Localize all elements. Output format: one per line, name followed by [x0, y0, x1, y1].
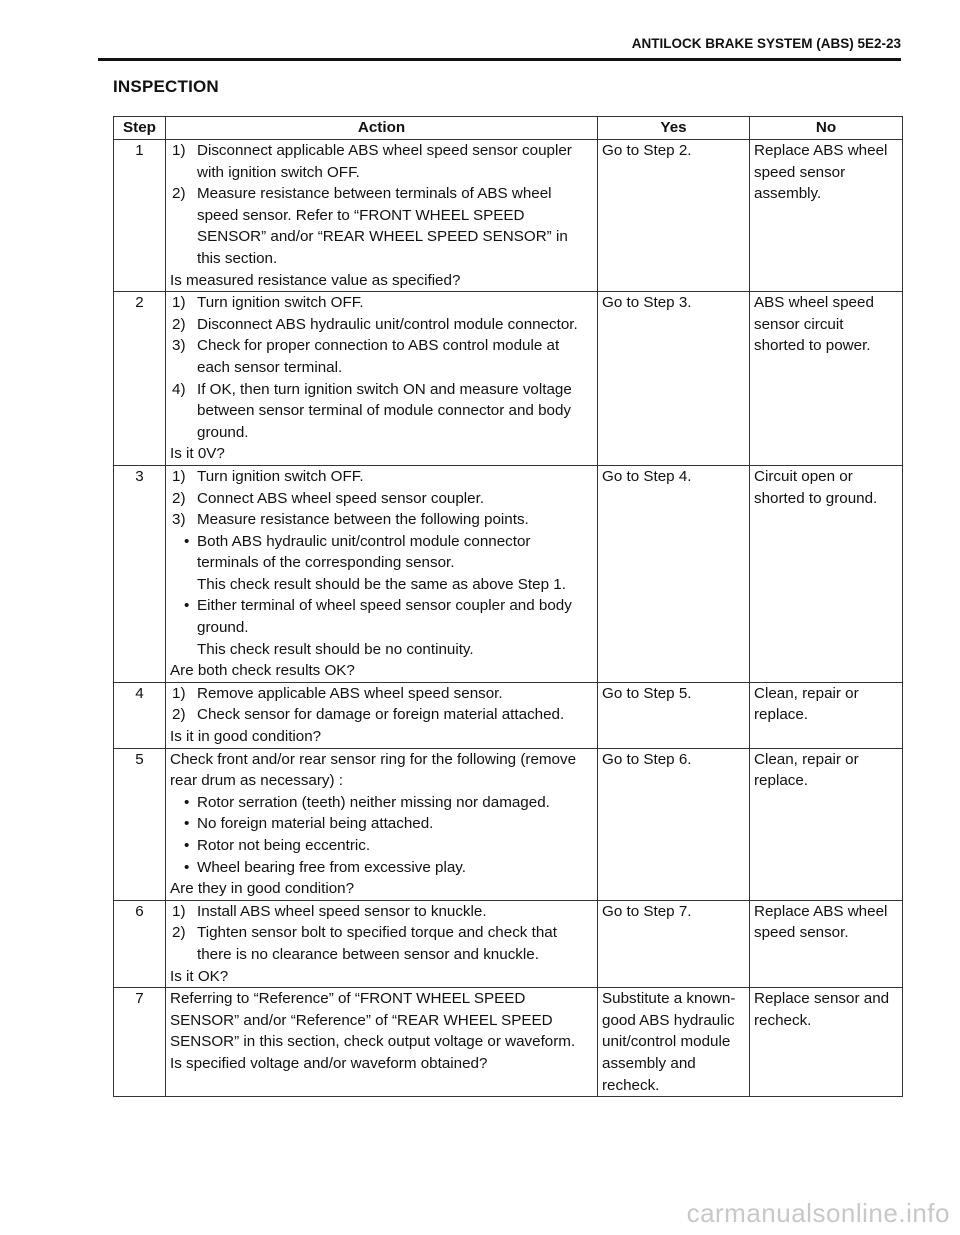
action-item	[170, 183, 593, 269]
action-question: Is specified voltage and/or waveform obtained?	[170, 1054, 488, 1072]
bullet-item	[170, 813, 593, 835]
no-cell: Replace sensor and recheck.	[750, 988, 903, 1097]
item-text: Measure resistance between the following points.	[197, 511, 529, 529]
item-text: Check for proper connection to ABS control module at each sensor terminal.	[197, 337, 560, 376]
action-cell	[166, 465, 598, 682]
no-cell: ABS wheel speed sensor circuit shorted to power.	[750, 292, 903, 466]
action-cell	[166, 748, 598, 900]
item-number: 1)	[172, 684, 186, 702]
action-item	[170, 379, 593, 444]
bullet-item	[170, 857, 593, 879]
bullet-text: Wheel bearing free from excessive play.	[197, 858, 466, 876]
yes-cell: Go to Step 4.	[598, 465, 750, 682]
item-text: Connect ABS wheel speed sensor coupler.	[197, 489, 485, 507]
action-item	[170, 704, 593, 726]
header-step: Step	[114, 117, 166, 140]
bullet-text: Either terminal of wheel speed sensor coupler and body ground.	[197, 597, 572, 637]
action-intro: Check front and/or rear sensor ring for the following (remove rear drum as necessary) :	[170, 750, 577, 790]
action-question: Are both check results OK?	[170, 662, 355, 680]
action-item	[170, 335, 593, 378]
item-text: Measure resistance between terminals of ABS wheel speed sensor. Refer to “FRONT WHEEL SPEED SENSOR” and/or “REAR WHEEL SPEED SENSOR” in this section.	[197, 185, 568, 267]
no-cell: Clean, repair or replace.	[750, 682, 903, 748]
yes-cell: Substitute a known-good ABS hydraulic unit/control module assembly and recheck.	[598, 988, 750, 1097]
bullet-icon: •	[184, 837, 190, 854]
action-cell	[166, 140, 598, 292]
action-cell	[166, 292, 598, 466]
item-number: 1)	[172, 902, 186, 920]
item-number: 1)	[172, 467, 186, 485]
table-row	[114, 748, 903, 900]
table-row	[114, 988, 903, 1097]
bullet-item	[170, 531, 593, 574]
item-number: 2)	[172, 185, 186, 203]
item-text: If OK, then turn ignition switch ON and measure voltage between sensor terminal of module connector and body ground.	[197, 380, 572, 441]
action-question: Is it 0V?	[170, 445, 225, 463]
action-item	[170, 466, 593, 488]
bullet-text: No foreign material being attached.	[197, 815, 434, 833]
item-number: 2)	[172, 924, 186, 942]
action-item	[170, 314, 593, 336]
step-number: 2	[114, 292, 166, 466]
header-no: No	[750, 117, 903, 140]
yes-cell: Go to Step 6.	[598, 748, 750, 900]
action-question: Is measured resistance value as specified?	[170, 271, 461, 289]
action-item	[170, 509, 593, 531]
header-title: ANTILOCK BRAKE SYSTEM (ABS) 5E2-23	[631, 36, 901, 51]
action-cell	[166, 988, 598, 1097]
bullet-item	[170, 835, 593, 857]
bullet-icon: •	[184, 532, 190, 550]
inspection-table	[113, 116, 903, 1097]
item-number: 2)	[172, 315, 186, 333]
step-number: 5	[114, 748, 166, 900]
item-text: Remove applicable ABS wheel speed sensor.	[197, 684, 503, 702]
action-item	[170, 683, 593, 705]
item-number: 3)	[172, 511, 186, 529]
step-number: 6	[114, 900, 166, 987]
table-header-row	[114, 117, 903, 140]
table-row	[114, 900, 903, 987]
item-number: 2)	[172, 489, 186, 507]
action-item	[170, 922, 593, 965]
step-number: 4	[114, 682, 166, 748]
bullet-icon: •	[184, 793, 190, 811]
action-item	[170, 140, 593, 183]
no-cell: Replace ABS wheel speed sensor.	[750, 900, 903, 987]
step-number: 7	[114, 988, 166, 1097]
item-number: 1)	[172, 294, 186, 312]
item-text: Disconnect applicable ABS wheel speed sensor coupler with ignition switch OFF.	[197, 142, 572, 181]
header-action: Action	[166, 117, 598, 140]
yes-cell: Go to Step 5.	[598, 682, 750, 748]
item-number: 4)	[172, 380, 186, 398]
bullet-item	[170, 792, 593, 814]
item-text: Turn ignition switch OFF.	[197, 467, 364, 485]
bullet-note: This check result should be no continuity.	[197, 640, 474, 658]
item-number: 2)	[172, 706, 186, 724]
item-text: Disconnect ABS hydraulic unit/control module connector.	[197, 315, 578, 333]
action-item	[170, 488, 593, 510]
bullet-icon: •	[184, 858, 190, 876]
bullet-icon: •	[184, 815, 190, 833]
action-item	[170, 901, 593, 923]
no-cell: Replace ABS wheel speed sensor assembly.	[750, 140, 903, 292]
action-question: Are they in good condition?	[170, 880, 355, 898]
item-text: Turn ignition switch OFF.	[197, 294, 364, 312]
yes-cell: Go to Step 7.	[598, 900, 750, 987]
yes-cell: Go to Step 2.	[598, 140, 750, 292]
bullet-icon: •	[184, 597, 190, 615]
item-number: 1)	[172, 142, 186, 159]
item-text: Install ABS wheel speed sensor to knuckle.	[197, 902, 487, 920]
action-cell	[166, 900, 598, 987]
action-intro: Referring to “Reference” of “FRONT WHEEL SPEED SENSOR” and/or “Reference” of “REAR WHEEL SPEED SENSOR” in this section, check output voltage or waveform.	[170, 990, 576, 1051]
section-title: INSPECTION	[113, 77, 219, 96]
table-row	[114, 140, 903, 292]
action-question: Is it OK?	[170, 967, 229, 985]
table-row	[114, 292, 903, 466]
bullet-item	[170, 595, 593, 638]
table-row	[114, 682, 903, 748]
bullet-text: Both ABS hydraulic unit/control module connector terminals of the corresponding sensor.	[197, 532, 531, 572]
yes-cell: Go to Step 3.	[598, 292, 750, 466]
bullet-note: This check result should be the same as above Step 1.	[197, 575, 566, 593]
action-question: Is it in good condition?	[170, 728, 322, 746]
table-row	[114, 465, 903, 682]
header-yes: Yes	[598, 117, 750, 140]
item-number: 3)	[172, 337, 186, 355]
item-text: Check sensor for damage or foreign material attached.	[197, 706, 565, 724]
no-cell: Circuit open or shorted to ground.	[750, 465, 903, 682]
watermark: carmanualsonline.info	[686, 1198, 950, 1228]
step-number: 1	[114, 140, 166, 292]
no-cell: Clean, repair or replace.	[750, 748, 903, 900]
item-text: Tighten sensor bolt to specified torque and check that there is no clearance between sensor and knuckle.	[197, 924, 557, 963]
action-item	[170, 292, 593, 314]
bullet-text: Rotor serration (teeth) neither missing nor damaged.	[197, 793, 550, 811]
step-number: 3	[114, 465, 166, 682]
action-cell	[166, 682, 598, 748]
bullet-text: Rotor not being eccentric.	[197, 837, 371, 854]
page-header	[98, 32, 901, 61]
